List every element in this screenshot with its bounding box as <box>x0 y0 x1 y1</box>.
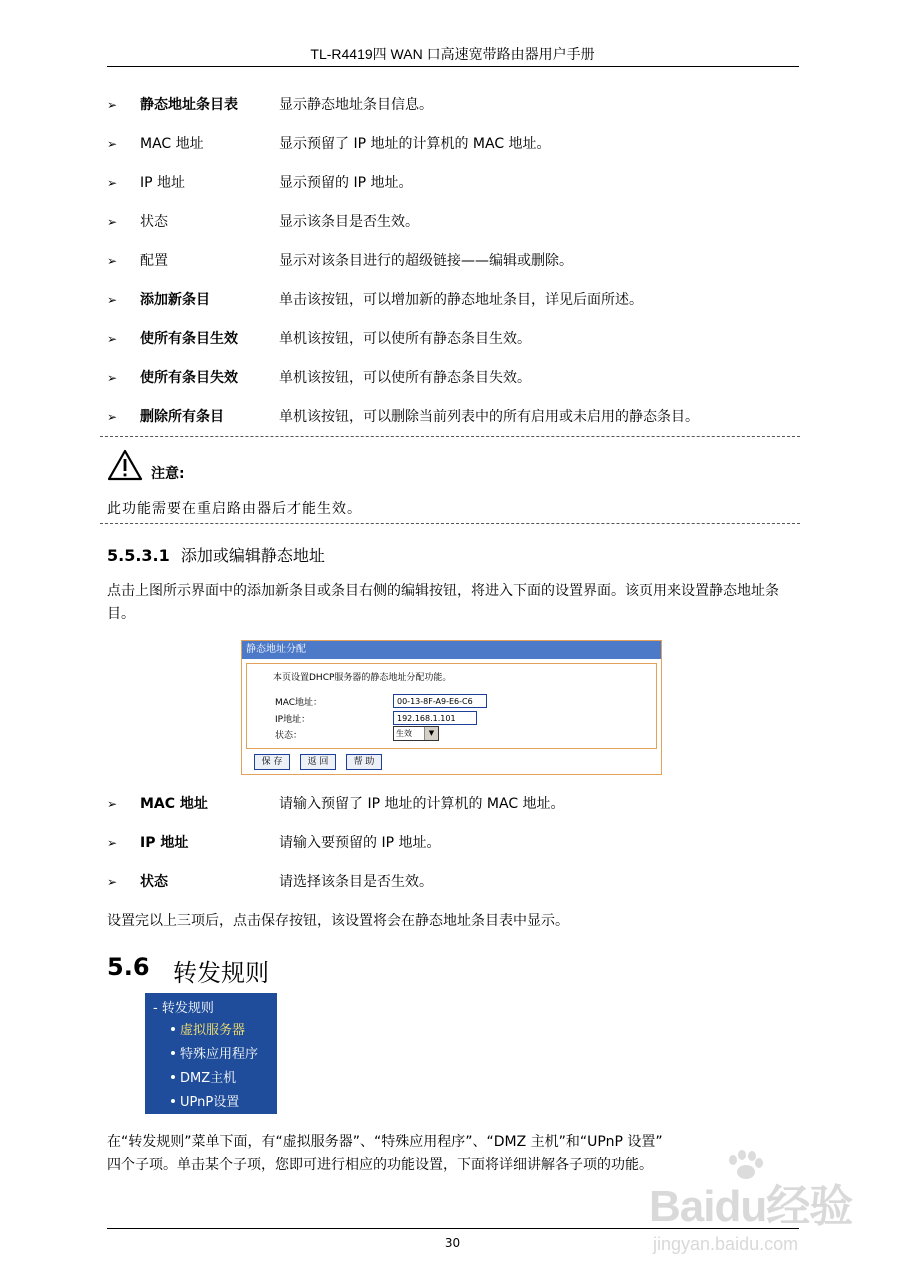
bullet-icon: ➢ <box>107 98 118 112</box>
back-button[interactable]: 返 回 <box>300 754 336 770</box>
list-item <box>107 832 807 854</box>
section-heading-56 <box>107 953 269 987</box>
save-button[interactable]: 保 存 <box>254 754 290 770</box>
list-desc: 显示预留了 IP 地址的计算机的 MAC 地址。 <box>279 136 551 152</box>
menu-item-virtual-server[interactable]: 虚拟服务器 <box>180 1023 246 1038</box>
status-selected-value: 生效 <box>396 729 412 738</box>
status-select[interactable] <box>393 726 439 741</box>
bullet-dot-icon <box>171 1051 175 1055</box>
list-desc: 显示预留的 IP 地址。 <box>279 175 413 191</box>
bullet-dot-icon <box>171 1099 175 1103</box>
page-header: TL-R4419四 WAN 口高速宽带路由器用户手册 <box>310 46 595 62</box>
bullet-icon: ➢ <box>107 254 118 268</box>
dashed-divider <box>100 436 800 437</box>
note-text: 此功能需要在重启路由器后才能生效。 <box>107 501 362 517</box>
bullet-icon: ➢ <box>107 797 118 811</box>
bullet-icon: ➢ <box>107 875 118 889</box>
intro-paragraph: 点击上图所示界面中的添加新条目或条目右侧的编辑按钮，将进入下面的设置界面。该页用来设置静态地址条目。 <box>107 583 779 622</box>
menu-item-upnp-settings[interactable]: UPnP设置 <box>180 1095 240 1110</box>
watermark-brand: Baidu经验 <box>649 1182 853 1231</box>
list-term: 删除所有条目 <box>140 409 224 425</box>
warning-icon <box>107 449 143 481</box>
section-heading-5531 <box>107 543 325 566</box>
list-item <box>107 94 807 116</box>
bullet-icon: ➢ <box>107 137 118 151</box>
list-item <box>107 289 807 311</box>
closing-paragraph-line1: 在“转发规则”菜单下面，有“虚拟服务器”、“特殊应用程序”、“DMZ 主机”和“UPnP 设置” <box>107 1134 663 1150</box>
forwarding-rules-menu-screenshot <box>145 993 277 1114</box>
list-desc: 单机该按钮，可以使所有静态条目失效。 <box>279 370 531 386</box>
bullet-dot-icon <box>171 1075 175 1079</box>
bullet-icon: ➢ <box>107 836 118 850</box>
bullet-icon: ➢ <box>107 410 118 424</box>
static-address-form-screenshot <box>241 640 662 775</box>
ip-input[interactable]: 192.168.1.101 <box>393 711 477 725</box>
section-number: 5.6 <box>107 953 150 981</box>
list-term: 使所有条目生效 <box>140 331 238 347</box>
list-item <box>107 871 807 893</box>
help-button[interactable]: 帮 助 <box>346 754 382 770</box>
summary-paragraph: 设置完以上三项后，点击保存按钮，该设置将会在静态地址条目表中显示。 <box>107 913 569 929</box>
form-title-bar: 静态地址分配 <box>242 641 661 659</box>
list-desc: 请选择该条目是否生效。 <box>279 874 433 890</box>
list-item <box>107 133 807 155</box>
list-desc: 单机该按钮，可以使所有静态条目生效。 <box>279 331 531 347</box>
list-term: 静态地址条目表 <box>140 97 238 113</box>
status-label: 状态： <box>275 731 303 741</box>
bullet-icon: ➢ <box>107 215 118 229</box>
list-term: 状态 <box>140 214 168 230</box>
ip-label: IP地址： <box>275 715 311 725</box>
mac-label: MAC地址： <box>275 698 323 708</box>
bullet-icon: ➢ <box>107 371 118 385</box>
form-description: 本页设置DHCP服务器的静态地址分配功能。 <box>273 673 452 683</box>
list-desc: 显示对该条目进行的超级链接——编辑或删除。 <box>279 253 573 269</box>
list-desc: 单击该按钮，可以增加新的静态地址条目，详见后面所述。 <box>279 292 643 308</box>
list-term: 添加新条目 <box>140 292 210 308</box>
list-item <box>107 172 807 194</box>
list-item <box>107 250 807 272</box>
header-rule <box>107 66 799 67</box>
list-desc: 单机该按钮，可以删除当前列表中的所有启用或未启用的静态条目。 <box>279 409 699 425</box>
section-number: 5.5.3.1 <box>107 546 170 565</box>
list-term: MAC 地址 <box>140 796 208 812</box>
bullet-icon: ➢ <box>107 176 118 190</box>
section-title: 转发规则 <box>173 959 269 987</box>
menu-item-dmz-host[interactable]: DMZ主机 <box>180 1071 237 1086</box>
list-item <box>107 793 807 815</box>
list-term: IP 地址 <box>140 175 186 191</box>
list-desc: 显示静态地址条目信息。 <box>279 97 433 113</box>
note-label: 注意: <box>151 466 185 482</box>
list-term: MAC 地址 <box>140 136 204 152</box>
footer-rule <box>107 1228 799 1229</box>
closing-paragraph-line2: 四个子项。单击某个子项，您即可进行相应的功能设置，下面将详细讲解各子项的功能。 <box>107 1157 653 1173</box>
list-term: 配置 <box>140 253 168 269</box>
dashed-divider <box>100 523 800 524</box>
list-term: 使所有条目失效 <box>140 370 238 386</box>
note-header <box>107 449 307 483</box>
section-title: 添加或编辑静态地址 <box>180 546 325 565</box>
list-item <box>107 406 807 428</box>
menu-item-special-application[interactable]: 特殊应用程序 <box>180 1047 259 1062</box>
list-item <box>107 328 807 350</box>
bullet-icon: ➢ <box>107 332 118 346</box>
list-item <box>107 211 807 233</box>
list-item <box>107 367 807 389</box>
menu-header-forwarding-rules[interactable]: - 转发规则 <box>153 1001 214 1016</box>
mac-input[interactable]: 00-13-8F-A9-E6-C6 <box>393 694 487 708</box>
watermark-url: jingyan.baidu.com <box>653 1234 799 1254</box>
list-desc: 显示该条目是否生效。 <box>279 214 419 230</box>
dropdown-arrow-icon[interactable]: ▼ <box>424 727 438 740</box>
bullet-icon: ➢ <box>107 293 118 307</box>
list-desc: 请输入预留了 IP 地址的计算机的 MAC 地址。 <box>279 796 565 812</box>
list-term: 状态 <box>140 874 168 890</box>
bullet-dot-icon <box>171 1027 175 1031</box>
form-body <box>246 663 657 749</box>
list-term: IP 地址 <box>140 835 189 851</box>
page-number: 30 <box>444 1236 461 1250</box>
list-desc: 请输入要预留的 IP 地址。 <box>279 835 441 851</box>
